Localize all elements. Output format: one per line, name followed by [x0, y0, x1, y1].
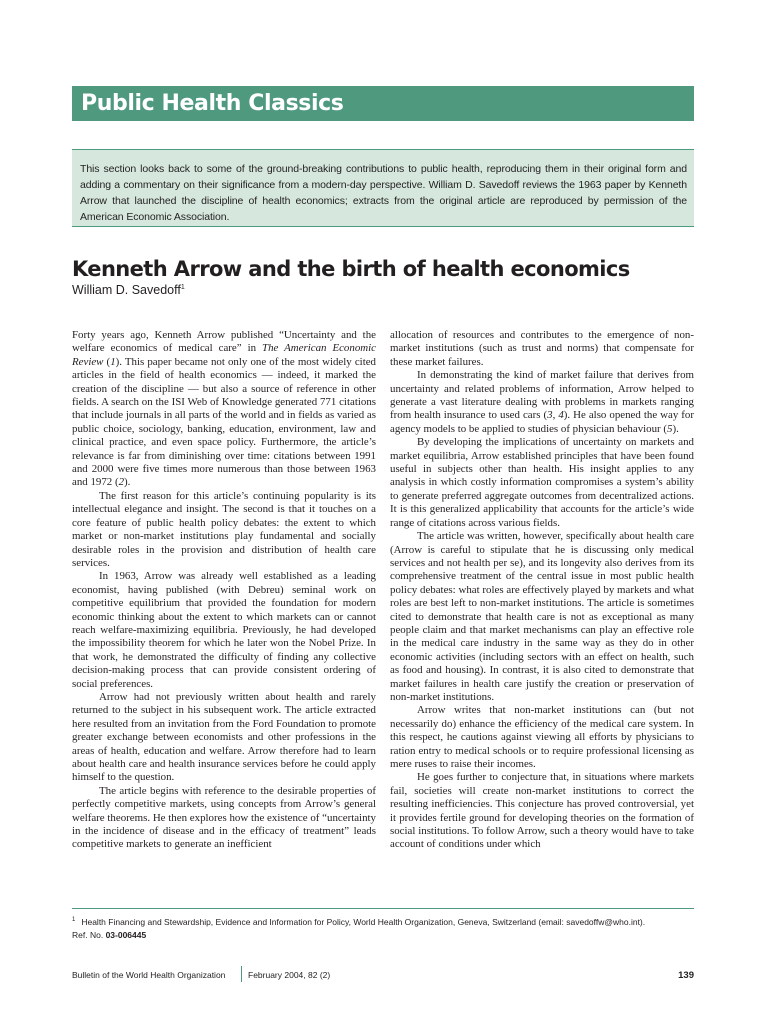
footnote-divider [72, 908, 694, 909]
section-intro: This section looks back to some of the ground-breaking contributions to public health, reproducing them in their original form and adding a commentary on their significance from a modern-day perspective. William D. Savedoff reviews the 1963 paper by Kenneth Arrow that launched the discipline of health economics; extracts from the original article are reproduced by permission of the American Economic Association. [72, 149, 694, 227]
journal-name: The American Economic Review [72, 342, 376, 368]
page-footer [72, 970, 694, 984]
text-run: Forty years ago, Kenneth Arrow published “Uncertainty and the welfare economics of medical care” in [72, 329, 376, 355]
footnote-affiliation [72, 914, 694, 929]
footnote-mark: 1 [72, 917, 76, 923]
paragraph [72, 329, 376, 490]
paragraph: allocation of resources and contributes to the emergence of non-market institutions (such as trust and norms) that compensate for these market failures. [390, 329, 694, 368]
body-column-left [72, 329, 376, 852]
body-column-right [390, 329, 694, 852]
text-run: ( [103, 355, 111, 368]
text-run: ). This paper became not only one of the most widely cited articles in the field of health economics — indeed, it marked the creation of the discipline — but also a source of reference in other fields. A search on the ISI Web of Knowledge generated 771 citations that include journals in all parts of the world and in fields as varied as public choice, sociology, banking, education, environment, law and clinical practice, and even space policy. Furthermore, the article’s relevance is far from diminishing over time: citations between 1991 and 2000 were five times more numerous than those between 1963 and 1972 ( [72, 355, 377, 489]
text-run: ). [672, 422, 679, 435]
footnote [72, 914, 694, 942]
footer-separator [241, 966, 242, 982]
paragraph: By developing the implications of uncertainty on markets and market equilibria, Arrow established principles that have been found useful in subjects other than health. His insight applies to any analysis in which costly information compromises a system’s ability to generate preferred aggregate outcomes from decentralized actions. It is this generalized applicability that accounts for the article’s wide range of citations across various fields. [390, 436, 694, 529]
paragraph: He goes further to conjecture that, in situations where markets fail, societies will create non-market institutions to correct the resulting inefficiencies. This conjecture has proved controversial, yet it provides fertile ground for developing theories on the formation of social institutions. To follow Arrow, such a theory would have to take account of conditions under which [390, 771, 694, 851]
reference-marker: 5 [667, 422, 673, 435]
section-banner: Public Health Classics [72, 86, 694, 121]
reference-marker: 2 [118, 476, 125, 489]
reference-marker: 4 [558, 409, 564, 422]
paragraph [390, 369, 694, 436]
reference-label: Ref. No. [72, 929, 104, 940]
reference-value: 03-006445 [105, 929, 147, 940]
paragraph: The article begins with reference to the desirable properties of perfectly competitive markets, using concepts from Arrow’s general welfare theorems. He then explores how the existence of “uncertainty in the incidence of disease and in the efficacy of treatment” leads competitive markets to generate an inefficient [72, 784, 376, 851]
footer-issue: February 2004, 82 (2) [248, 970, 331, 980]
paragraph: The article was written, however, specifically about health care (Arrow is careful to stipulate that he is discussing only medical services and not health per se), and its longevity also derives from its comprehensive treatment of the central issue in most public health policy debates: what roles are effectively played by markets and what roles are best left to non-market institutions. The article is sometimes cited to demonstrate that health care is not as exceptional as many people claim and that market mechanisms can play an effective role in the medical care industry in the same way as they do in other economic activities (including sectors with an effect on health, such as food and housing). In contrast, it is also cited to demonstrate that market failures in health care justify the creation or preservation of non-market institutions. [390, 530, 694, 703]
author-name: William D. Savedoff [72, 283, 181, 297]
reference-number [72, 929, 694, 942]
article-author [72, 283, 185, 297]
paragraph: Arrow had not previously written about health and rarely returned to the subject in his subsequent work. The article extracted here resulted from an invitation from the Ford Foundation to promote greater exchange between economists and other professions in the areas of health, education and welfare. Arrow therefore had to learn about health care and health insurance services before he could apply himself to the question. [72, 690, 376, 784]
footnote-text: Health Financing and Stewardship, Evidence and Information for Policy, World Health Organization, Geneva, Switzerland (email: savedoffw@who.int). [81, 916, 646, 927]
paragraph: Arrow writes that non-market institutions can (but not necessarily do) enhance the efficiency of the medical care system. In this respect, he cautions against viewing all efforts by physicians to ration entry to medical schools or to require professional licensing as mere ruses to raise their incomes. [390, 704, 694, 770]
text-run: ). [124, 476, 131, 489]
text-run: ). He also opened the way for agency models to be applied to studies of physician behaviour ( [390, 409, 694, 435]
article-title: Kenneth Arrow and the birth of health economics [72, 257, 630, 281]
paragraph: The first reason for this article’s continuing popularity is its intellectual elegance and insight. The second is that it touches on a core feature of public health policy debates: the extent to which market or non-market institutions play fundamental and socially desirable roles in the provision and distribution of health care services. [72, 489, 376, 569]
reference-marker: 1 [110, 355, 116, 368]
reference-marker: 3 [547, 409, 553, 422]
text-run: In demonstrating the kind of market failure that derives from uncertainty and related problems of information, Arrow helped to generate a vast literature dealing with problems in markets ranging from health insurance to used cars ( [390, 369, 694, 422]
text-run: , [552, 409, 559, 422]
author-affiliation-mark: 1 [180, 283, 185, 291]
paragraph: In 1963, Arrow was already well established as a leading economist, having published (with Debreu) seminal work on competitive equilibrium that provided the foundation for modern economic thinking about the extent to which markets can or cannot reach welfare-maximizing equilibria. Previously, he had developed the impossibility theorem for which he later won the Nobel Prize. In that work, he demonstrated the difficulty of finding any collective decision-making process that can provide consistent ordering of social preferences. [72, 570, 376, 690]
footer-journal: Bulletin of the World Health Organization [72, 970, 226, 980]
page-number: 139 [678, 970, 694, 981]
